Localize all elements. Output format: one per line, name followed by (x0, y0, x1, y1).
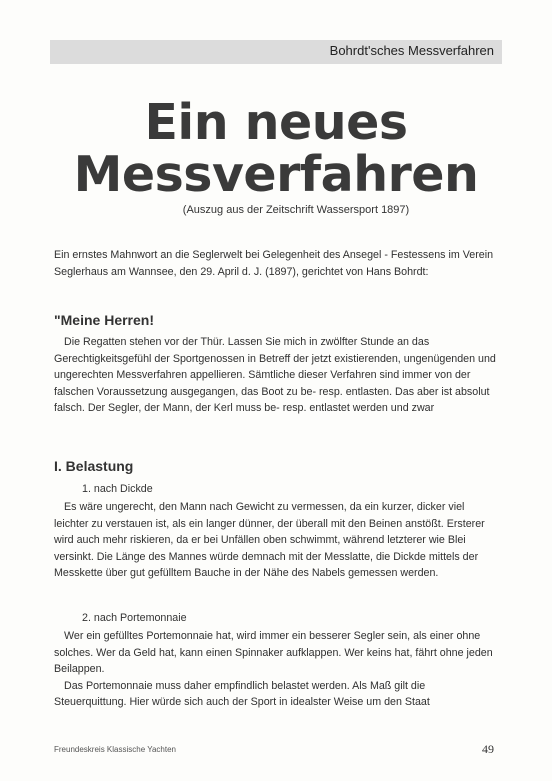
page-number: 49 (482, 742, 494, 756)
speech-text: Die Regatten stehen vor der Thür. Lassen Sie mich in zwölfter Stunde an das Gerechtigkeitsgefühl der Sportgenossen in Betreff der jetzt existierenden, ungenügenden und ungerechten Messverfahren appellieren. Sämtliche dieser Verfahren sind immer von der falschen Voraussetzung ausgegangen, das Boot zu be- resp. entlasten. Das aber ist absolut falsch. Der Segler, der Mann, der Kerl muss be- resp. entlastet werden und zwar (54, 336, 496, 415)
subsection-title-portemonnaie: 2. nach Portemonnaie (82, 612, 187, 624)
article-title-line-1: Ein neues (144, 94, 408, 151)
subsection-title-dickde: 1. nach Dickde (82, 483, 153, 495)
intro-text: Ein ernstes Mahnwort an die Seglerwelt bei Gelegenheit des Ansegel - Festessens im Verein Seglerhaus am Wannsee, den 29. April d. J. (1897), gerichtet von Hans Bohrdt: (54, 249, 494, 278)
article-title-line-2: Messverfahren (73, 146, 479, 203)
article-subtitle: (Auszug aus der Zeitschrift Wassersport 1897) (182, 204, 410, 216)
speech-paragraph (54, 334, 496, 417)
section-heading-belastung: I. Belastung (54, 458, 134, 474)
dickde-text: Es wäre ungerecht, den Mann nach Gewicht zu vermessen, da ein kurzer, dicker viel leichter zu verstauen ist, als ein langer dünner, der überall mit den Beinen anstößt. Ersterer wird auch mehr riskieren, da er bei Unfällen oben schwimmt, während letzterer wie Blei versinkt. Die Länge des Mannes würde demnach mit der Messlatte, die Dickde mittels der Messkette über gut gefülltem Bauche in der Nähe des Nabels gemessen werden. (54, 501, 485, 580)
footer-publication: Freundeskreis Klassische Yachten (54, 745, 176, 754)
portemonnaie-text-1: Wer ein gefülltes Portemonnaie hat, wird immer ein besserer Segler sein, als einer ohne solches. Wer da Geld hat, kann einen Spinnaker aufklappen. Wer keins hat, fährt ohne jeden Beilappen. (54, 630, 493, 676)
subsection-paragraph-portemonnaie (54, 628, 496, 711)
running-header (50, 40, 502, 64)
intro-paragraph (54, 247, 496, 280)
salutation-heading: "Meine Herren! (54, 312, 154, 328)
running-header-title: Bohrdt'sches Messverfahren (329, 43, 494, 58)
portemonnaie-text-2: Das Portemonnaie muss daher empfindlich belastet werden. Als Maß gilt die Steuerquittung. Hier würde sich auch der Sport in idealster Weise um den Staat (54, 679, 430, 709)
subsection-paragraph-dickde (54, 499, 496, 582)
